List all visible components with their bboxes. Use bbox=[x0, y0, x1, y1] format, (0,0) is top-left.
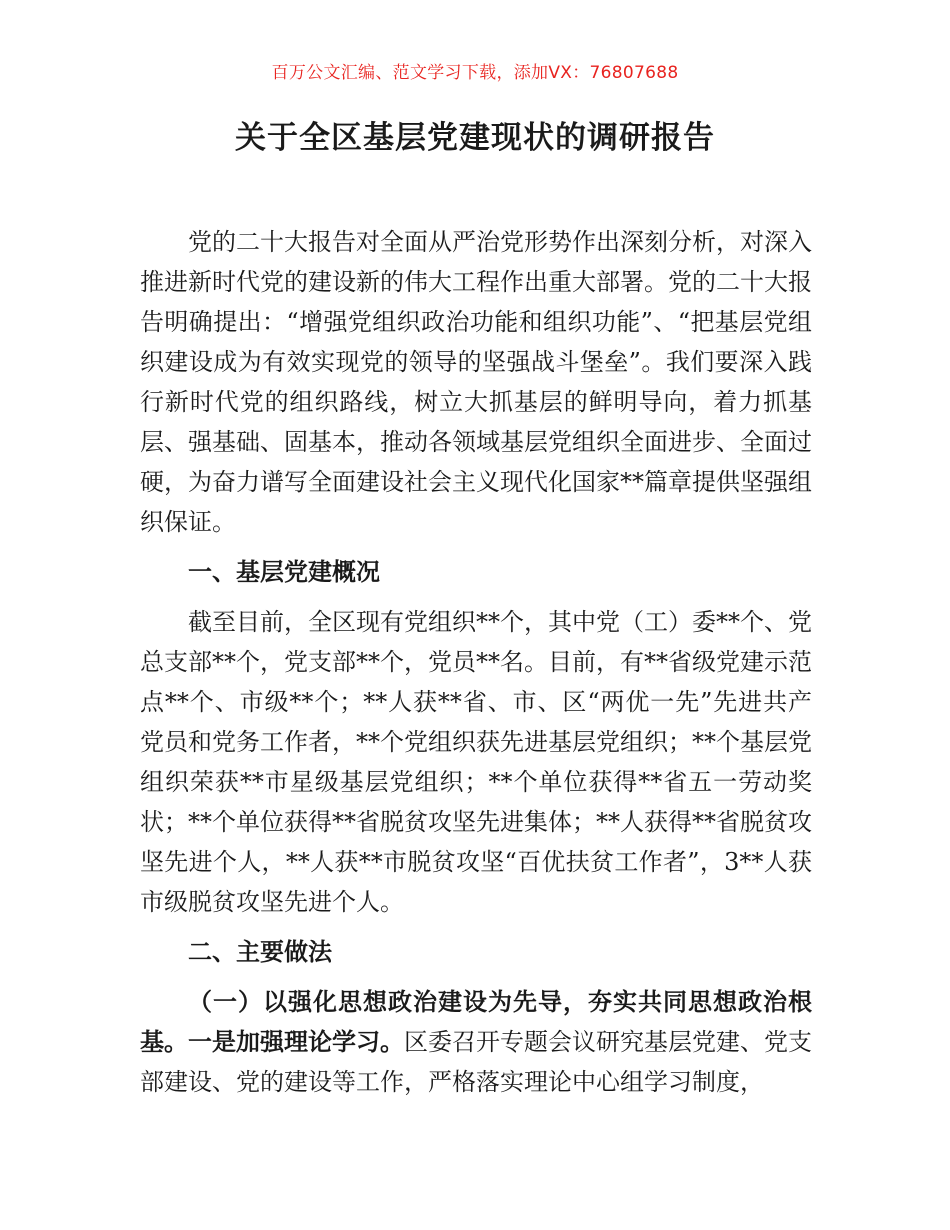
document-body bbox=[140, 222, 812, 1102]
section-heading-practices: 二、主要做法 bbox=[188, 938, 332, 966]
document-title: 关于全区基层党建现状的调研报告 bbox=[235, 120, 715, 156]
subsection-title: （一）以强化思想政治建设为先导，夯实共同思想政治根基。 bbox=[140, 988, 812, 1056]
section-heading-overview: 一、基层党建概况 bbox=[188, 558, 380, 586]
practices-paragraph bbox=[140, 982, 812, 1102]
intro-paragraph: 党的二十大报告对全面从严治党形势作出深刻分析，对深入推进新时代党的建设新的伟大工程作出重大部署。党的二十大报告明确提出：“增强党组织政治功能和组织功能”、“把基层党组织建设成为有效实现党的领导的坚强战斗堡垒”。我们要深入践行新时代党的组织路线，树立大抓基层的鲜明导向，着力抓基层、强基础、固基本，推动各领域基层党组织全面进步、全面过硬，为奋力谱写全面建设社会主义现代化国家**篇章提供坚强组织保证。 bbox=[140, 228, 812, 536]
subsection-body: 区委召开专题会议研究基层党建、党支部建设、党的建设等工作，严格落实理论中心组学习制度， bbox=[140, 1028, 812, 1096]
overview-paragraph: 截至目前，全区现有党组织**个，其中党（工）委**个、党总支部**个，党支部**个，党员**名。目前，有**省级党建示范点**个、市级**个；**人获**省、市、区“两优一先”先进共产党员和党务工作者，**个党组织获先进基层党组织；**个基层党组织荣获**市星级基层党组织；**个单位获得**省五一劳动奖状；**个单位获得**省脱贫攻坚先进集体；**人获得**省脱贫攻坚先进个人，**人获**市脱贫攻坚“百优扶贫工作者”，3**人获市级脱贫攻坚先进个人。 bbox=[140, 608, 812, 916]
subsection-lead: 一是加强理论学习。 bbox=[188, 1028, 404, 1056]
watermark-banner: 百万公文汇编、范文学习下载，添加VX：76807688 bbox=[271, 63, 679, 83]
